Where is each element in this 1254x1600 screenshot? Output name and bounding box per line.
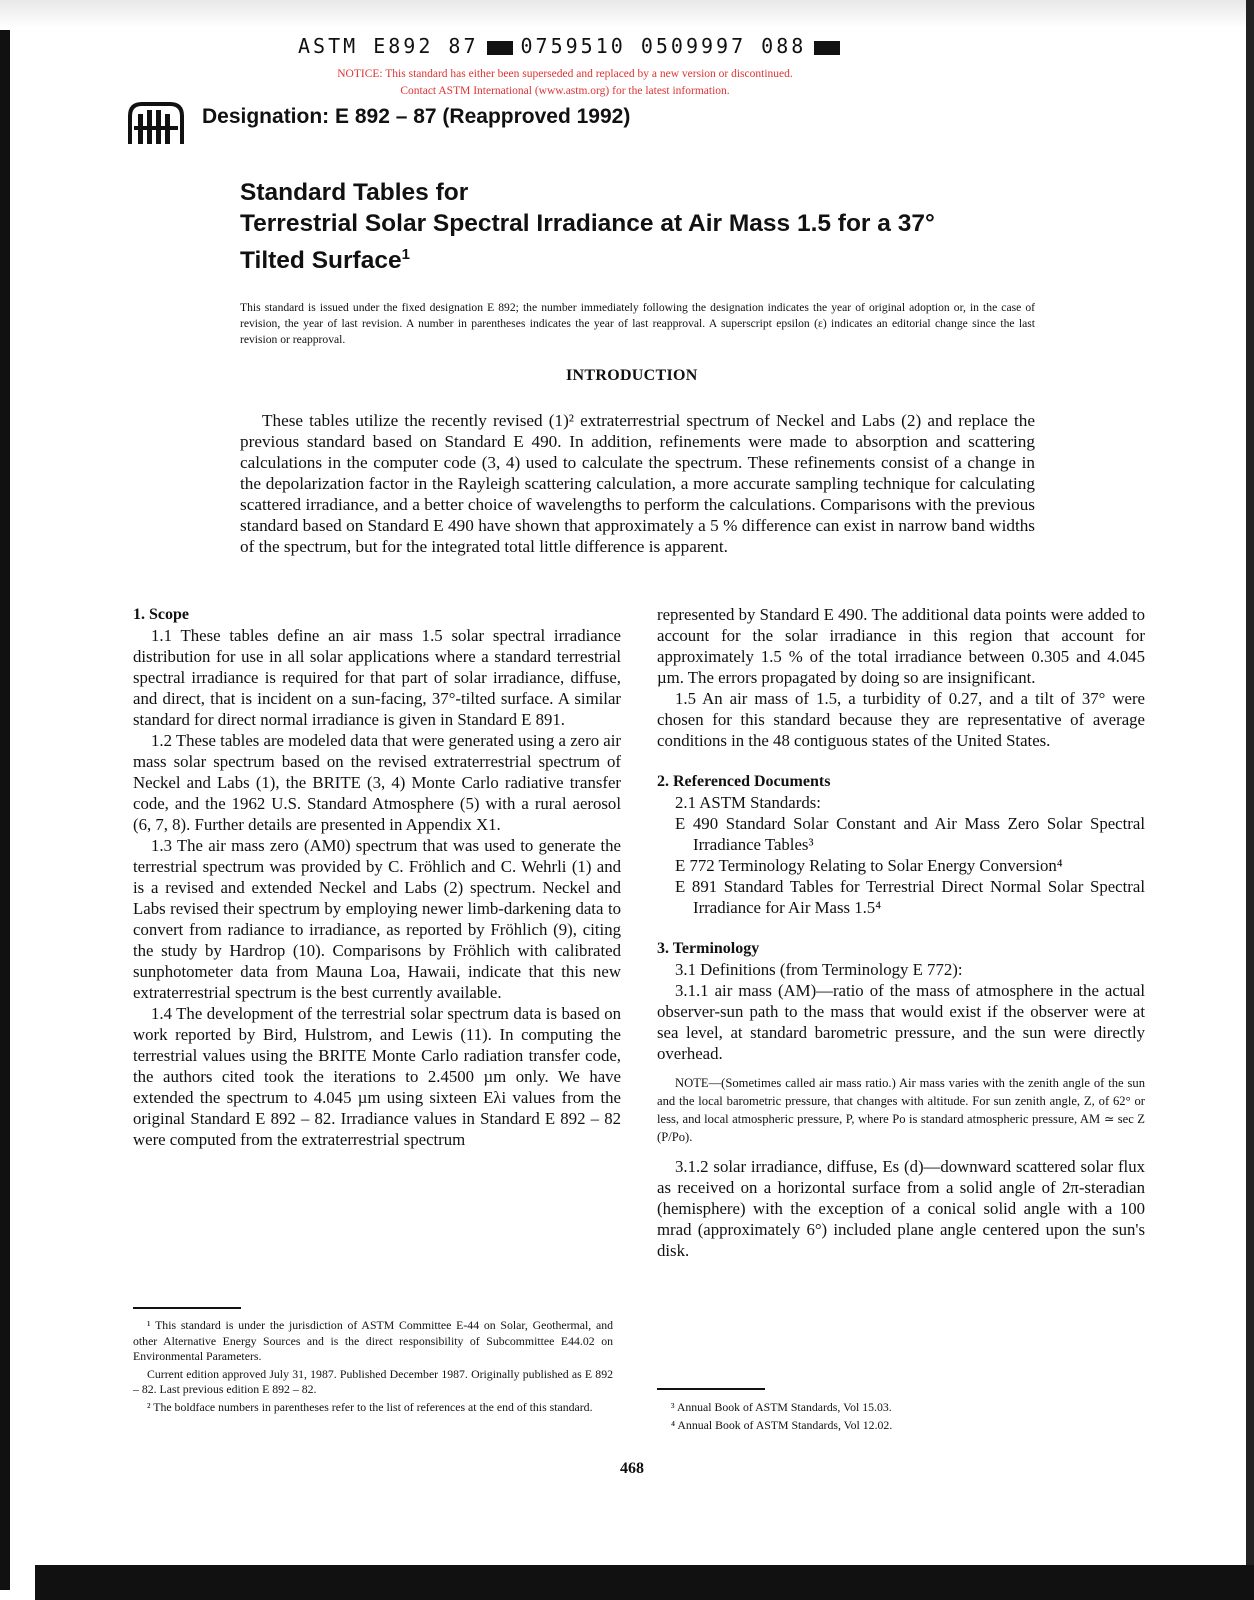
title-line-1: Standard Tables for <box>240 179 469 206</box>
footnote-rule-right <box>657 1388 765 1390</box>
left-column <box>133 604 621 1150</box>
issued-note: This standard is issued under the fixed designation E 892; the number immediately following the designation indicates the year of original adoption or, in the case of revision, the year of last revision. A number in parentheses indicates the year of last reapproval. A superscript epsilon (ε) indicates an editorial change since the last revision or reapproval. <box>240 301 1035 346</box>
reference-e891: E 891 Standard Tables for Terrestrial Direct Normal Solar Spectral Irradiance for Air Mass 1.5⁴ <box>675 877 1145 917</box>
ref-code-left: ASTM E892 87 <box>298 34 479 58</box>
paragraph-1-3: 1.3 The air mass zero (AM0) spectrum that was used to generate the terrestrial spectrum was provided by C. Fröhlich and C. Wehrli (1) and is a revised and extended Neckel and Labs (2) spectrum. Neckel and Labs revised their spectrum by employing newer limb-darkening data to convert from radiance to irradiance, as reported by Fröhlich (9), citing the study by Hardrop (10). Comparisons by Fröhlich with calibrated sunphotometer data from Mauna Loa, Hawaii, indicate that this new extraterrestrial spectrum is the best currently available. <box>133 836 621 1002</box>
scan-edge-bottom <box>35 1565 1254 1600</box>
notice-line-2: Contact ASTM International (www.astm.org) for the latest information. <box>400 85 730 97</box>
right-column <box>657 604 1145 1261</box>
astm-logo-icon <box>126 100 186 148</box>
paragraph-3-1: 3.1 Definitions (from Terminology E 772): <box>675 960 963 979</box>
redaction-bar <box>487 41 513 55</box>
paragraph-1-1: 1.1 These tables define an air mass 1.5 solar spectral irradiance distribution for use in all solar applications where a standard terrestrial spectral irradiance is required for that part of solar irradiance, diffuse, and direct, that is incident on a sun-facing, 37°-tilted surface. A similar standard for direct normal irradiance is given in Standard E 891. <box>133 626 621 729</box>
introduction <box>240 410 1035 557</box>
footnote-4: ⁴ Annual Book of ASTM Standards, Vol 12.02. <box>671 1417 893 1432</box>
page-number: 468 <box>620 1460 644 1477</box>
referenced-documents-heading: 2. Referenced Documents <box>657 773 831 790</box>
introduction-text: These tables utilize the recently revised (1)² extraterrestrial spectrum of Neckel and Labs (2) and replace the previous standard based on Standard E 490. In addition, refinements were made to absorption and scattering calculations in the computer code (3, 4) used to calculate the spectrum. These refinements consist of a change in the depolarization factor in the Rayleigh scattering calculation, a more accurate sampling technique for calculating scattered irradiance, and a better choice of wavelengths to perform the calculations. Comparisons with the previous standard based on Standard E 490 have shown that approximately a 5 % difference can exist in narrow band widths of the spectrum, but for the integrated total little difference is apparent. <box>240 411 1035 556</box>
supersede-notice <box>250 66 880 100</box>
footnote-rule-left <box>133 1307 241 1309</box>
title-line-3 <box>240 239 1040 276</box>
paragraph-2-1: 2.1 ASTM Standards: <box>675 793 821 812</box>
title-footnote-mark: 1 <box>401 246 410 263</box>
redaction-bar <box>814 41 840 55</box>
ref-code-right: 0759510 0509997 088 <box>520 34 807 58</box>
paragraph-3-1-2: 3.1.2 solar irradiance, diffuse, Es (d)—downward scattered solar flux as received on a horizontal surface from a solid angle of 2π-steradian (hemisphere) with the exception of a conical solid angle with a 100 mrad (approximately 6°) included plane angle centered upon the sun's disk. <box>657 1157 1145 1260</box>
paragraph-1-4-continued: represented by Standard E 490. The additional data points were added to account for the solar irradiance in this region that account for approximately 1.5 % of the total irradiance between 0.305 and 4.045 µm. The errors propagated by doing so are insignificant. <box>657 605 1145 687</box>
scan-shade <box>0 0 1254 28</box>
scan-edge-left <box>0 30 10 1590</box>
title-line-3-text: Tilted Surface <box>240 247 402 275</box>
document-title <box>240 177 1040 276</box>
title-line-2: Terrestrial Solar Spectral Irradiance at Air Mass 1.5 for a 37° <box>240 210 935 237</box>
air-mass-note: NOTE—(Sometimes called air mass ratio.) Air mass varies with the zenith angle of the sun and the local barometric pressure, that changes with altitude. For sun zenith angle, Z, of 62° or less, and local atmospheric pressure, P, where Po is standard atmospheric pressure, AM ≃ sec Z (P/Po). <box>657 1076 1145 1144</box>
terminology-heading: 3. Terminology <box>657 940 760 957</box>
footnote-1-edition: Current edition approved July 31, 1987. Published December 1987. Originally published as E 892 – 82. Last previous edition E 892 – 82. <box>133 1366 613 1396</box>
scope-heading: 1. Scope <box>133 606 189 623</box>
footnote-1: ¹ This standard is under the jurisdiction of ASTM Committee E-44 on Solar, Geothermal, and other Alternative Energy Sources and is the direct responsibility of Subcommittee E44.02 on Environmental Parameters. <box>133 1318 613 1363</box>
footnotes-right <box>657 1400 1137 1435</box>
footnote-2: ² The boldface numbers in parentheses refer to the list of references at the end of this standard. <box>147 1399 593 1414</box>
reference-e772: E 772 Terminology Relating to Solar Energy Conversion⁴ <box>675 856 1063 875</box>
notice-line-1: NOTICE: This standard has either been superseded and replaced by a new version or discontinued. <box>337 68 793 80</box>
paragraph-1-5: 1.5 An air mass of 1.5, a turbidity of 0.27, and a tilt of 37° were chosen for this standard because they are representative of average conditions in the 48 contiguous states of the United States. <box>657 689 1145 750</box>
paragraph-1-4: 1.4 The development of the terrestrial solar spectrum data is based on work reported by Bird, Hulstrom, and Lewis (11). In computing the terrestrial values using the BRITE Monte Carlo radiation transfer code, the authors cited took the iterations to 2.4500 µm only. We have extended the spectrum to 4.045 µm using sixteen Eλi values from the original Standard E 892 – 82. Irradiance values in Standard E 892 – 82 were computed from the extraterrestrial spectrum <box>133 1004 621 1149</box>
scan-edge-right <box>1246 0 1254 1600</box>
reference-e490: E 490 Standard Solar Constant and Air Mass Zero Solar Spectral Irradiance Tables³ <box>675 814 1145 854</box>
paragraph-1-2: 1.2 These tables are modeled data that were generated using a zero air mass solar spectrum based on the revised extraterrestrial spectrum of Neckel and Labs (1), the BRITE (3, 4) Monte Carlo radiative transfer code, and the 1962 U.S. Standard Atmosphere (5) with a rural aerosol (6, 7, 8). Further details are presented in Appendix X1. <box>133 731 621 834</box>
footnote-3: ³ Annual Book of ASTM Standards, Vol 15.03. <box>671 1400 892 1414</box>
introduction-heading: INTRODUCTION <box>566 367 698 384</box>
footnotes-left <box>133 1318 613 1417</box>
document-reference-code <box>298 34 848 58</box>
designation: Designation: E 892 – 87 (Reapproved 1992) <box>202 105 631 128</box>
paragraph-3-1-1: 3.1.1 air mass (AM)—ratio of the mass of atmosphere in the actual observer-sun path to the mass that would exist if the observer were at sea level, at standard barometric pressure, and the sun were directly overhead. <box>657 981 1145 1063</box>
